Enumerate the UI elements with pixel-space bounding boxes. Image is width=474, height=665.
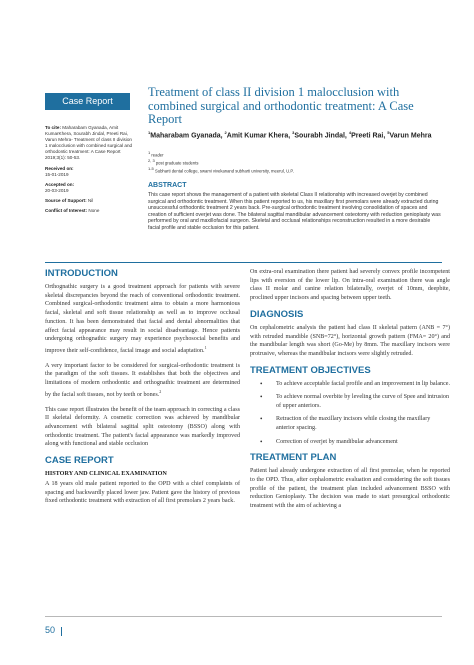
list-item [250, 380, 450, 389]
list-item [250, 415, 450, 432]
cite-text: Maharabam Gyanada, Amit KumarKhera, Sourabh Jindal, Preeti Rai, Varun Mehra- Treatment of class II division 1 malocclusion with combined surgical and orthodontic treatment: A Case Report 2019;3(1): 50-53. [45, 125, 133, 161]
received-value: 15-01-2019 [45, 171, 69, 177]
conflict-value: None [87, 208, 100, 214]
left-column [45, 268, 240, 512]
author-5: Varun Mehra [389, 132, 432, 140]
source-of-support [45, 198, 135, 204]
citation-ref: 2 [159, 388, 162, 394]
intro-paragraph-2 [45, 362, 240, 400]
article-info-sidebar [45, 125, 135, 218]
citation-ref: 1 [204, 344, 207, 350]
author-2: Amit Kumar Khera, [226, 132, 293, 140]
bullet-icon: • [260, 393, 263, 402]
accepted-date [45, 182, 135, 194]
affiliation-text: post graduate students [154, 160, 199, 166]
list-item [250, 393, 450, 410]
objective-text: Retraction of the maxillary incisors while closing the maxillary anterior spacing. [276, 416, 431, 431]
objective-text: To achieve normal overbite by leveling the curve of Spee and intrusion of upper anteriors. [276, 394, 450, 409]
accepted-value: 20-03-2019 [45, 187, 69, 193]
affiliation-list [148, 150, 448, 174]
affiliation-text: Subharti dental college, swami vivekanand subharti university, meerul, U.P. [153, 168, 294, 174]
author-list [148, 128, 448, 140]
page-number-bar [61, 627, 62, 636]
cite-label: To cite: [45, 125, 61, 130]
author-3-num: 3 [292, 130, 295, 135]
intro-p2-text: A very important factor to be considered for surgical-orthodontic treatment is the paradigm of the soft tissues. It establishes that both the objectives and limitations of modern orthodontic and orthognathic treatment are determined by the facial soft tissues, not by teeth or bones. [45, 362, 240, 398]
objective-text: Correction of overjet by mandibular advancement [276, 438, 398, 445]
list-item [250, 438, 450, 447]
footer-divider [45, 616, 442, 617]
author-3: Sourabh Jindal, [294, 132, 349, 140]
page-number: 50 [45, 625, 56, 635]
bullet-icon: • [260, 379, 263, 388]
affiliation-num: 1 [148, 150, 151, 155]
treatment-plan-paragraph: Patient had already undergone extraction of all first premolar, when he reported to the OPD. Thus, after cephalometric evaluation and considering the soft tissues profile of the patient, the treatment plan included advancement BSSO with reduction Genioplasty. The decision was made to start presurgical orthodontic treatment with the aim of achieving a [250, 468, 450, 509]
treatment-plan-heading: TREATMENT PLAN [250, 452, 337, 464]
introduction-heading: INTRODUCTION [45, 268, 118, 279]
intro-paragraph-1 [45, 283, 240, 356]
abstract-text: This case report shows the management of a patient with skeletal Class II relationship with increased overjet by combined surgical and orthodontic treatment. When this patient reported to us, his maxillary first premolars were already extracted during unsuccessful orthodontic treatment 2 years back. Pre-surgical orthodontic treatment involving consolidation of spaces and creation of sufficient overjet was done. The bilateral sagittal mandibular advancement osteotomy with reduction genioplasty was performed by oral and maxillofacial surgeon. Skeletal and occlusal relationships reconstruction resulted in a more desirable facial profile and stable occlusion for this patient. [148, 192, 441, 231]
received-label: Received on: [45, 165, 74, 171]
author-4: Preeti Rai, [351, 132, 388, 140]
author-4-num: 4 [348, 130, 352, 135]
author-1: Maharabam Gyanada, [150, 132, 225, 140]
right-column [250, 268, 450, 517]
author-2-num: 2 [224, 130, 227, 135]
affiliation-1 [148, 150, 448, 158]
conflict-label: Conflict of Interest: [45, 208, 88, 214]
intro-p1-text: Orthognathic surgery is a good treatment approach for patients with severe skeletal discrepancies beyond the reach of conventional orthodontic treatment. Combined surgical-orthodontic treatment aims to obtain a more harmonious facial, skeletal and soft tissue relationship as well as to improve occlusal function. It has been demonstrated that facial and dental abnormalities that affect facial appearance may result in social disadvantage. Hence patients undergoing orthognathic surgery may experience psychosocial benefits and improve their self-confidence, facial image and social adaptation. [45, 284, 240, 354]
received-date [45, 166, 135, 178]
diagnosis-paragraph: On cephalometric analysis the patient had class II skeletal pattern (ANB = 7°) with retruded mandible (SNB=72°), horizontal growth pattern (FMA= 20°) and the mandibular length was short (Go-Me) by 8mm. The maxillary incisors were protrusive, whereas the mandibular incisors were slightly retruded. [250, 324, 450, 357]
bullet-icon: • [260, 415, 263, 424]
conflict-of-interest [45, 208, 135, 214]
citation [45, 125, 135, 162]
article-type-badge: Case Report [45, 93, 130, 110]
abstract-heading: ABSTRACT [148, 182, 187, 189]
affiliation-text: reader [150, 152, 164, 158]
article-title: Treatment of class II division 1 malocclusion with combined surgical and orthodontic treatment: A Case Report [148, 85, 414, 126]
accepted-label: Accepted on: [45, 181, 75, 187]
case-paragraph-1: A 18 years old male patient reported to the OPD with a chief complaints of spacing and backwardly placed lower jaw. Patient gave the history of previous fixed orthodontic treatment with extraction of all first premolars 2 years back. [45, 481, 240, 505]
author-5-num: 5 [387, 130, 390, 135]
intro-paragraph-3: This case report illustrates the benefit of the team approach in correcting a class II skeletal deformity. A cosmetic correction was achieved by mandibular advancement with bilateral sagittal split osteotomy (BSSO) along with orthodontic treatment. The patient's facial appearance was markedly improved along with functional and stable occlusion [45, 406, 240, 448]
history-subheading: HISTORY AND CLINICAL EXAMINATION [45, 470, 167, 478]
support-label: Source of Support: [45, 197, 87, 203]
objectives-list [250, 380, 450, 447]
section-divider [45, 262, 442, 263]
objective-text: To achieve acceptable facial profile and an improvement in lip balance. [276, 380, 451, 387]
diagnosis-heading: DIAGNOSIS [250, 308, 304, 320]
bullet-icon: • [260, 437, 263, 446]
support-value: Nil [86, 197, 94, 203]
objectives-heading: TREATMENT OBJECTIVES [250, 364, 371, 376]
case-paragraph-2: On extra-oral examination there patient had severely convex profile incompetent lips with eversion of the lower lip. On intra-oral examination there was angle class II molar and canine relation bilaterally, overjet of 10mm, deepbite, proclined upper incisors and spacing between upper teeth. [250, 269, 450, 302]
affiliation-num: 2, 3 [148, 157, 155, 163]
author-1-num: 1 [148, 130, 151, 135]
case-report-heading: CASE REPORT [45, 455, 114, 467]
affiliation-3 [148, 166, 448, 174]
affiliation-num: 1-5 [148, 165, 154, 171]
affiliation-2 [148, 158, 448, 166]
